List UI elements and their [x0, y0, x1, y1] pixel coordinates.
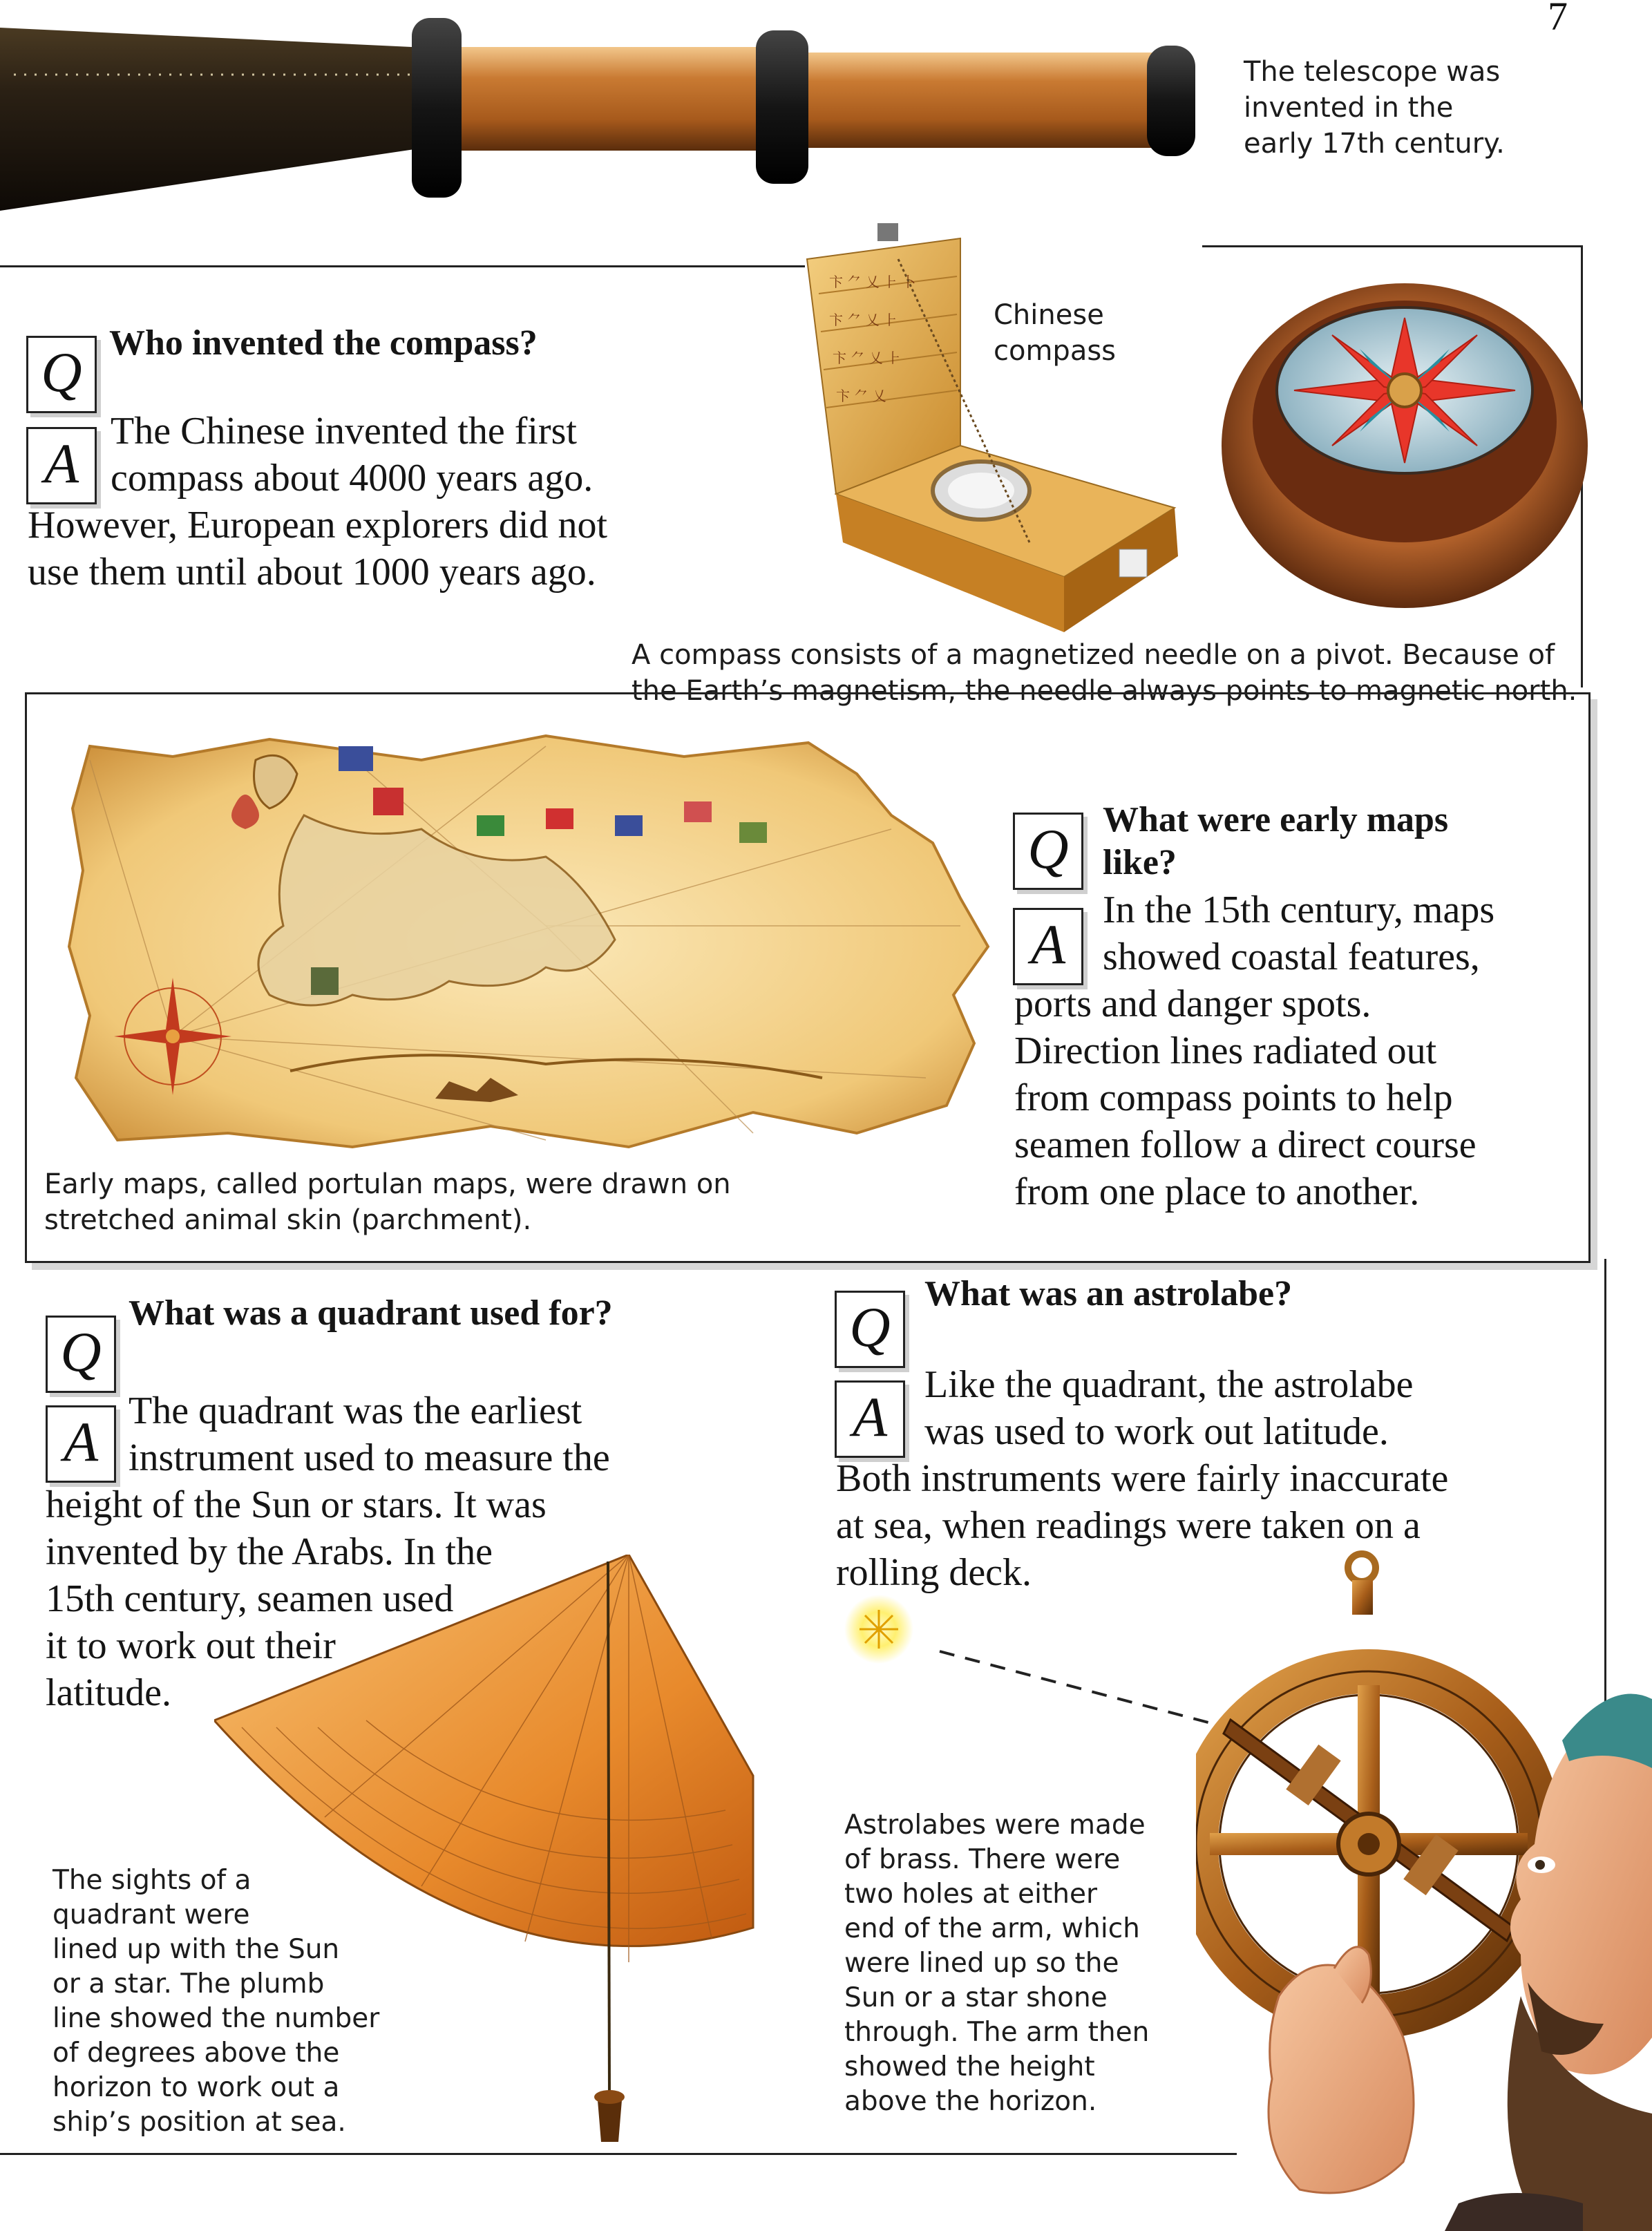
- maps-a-box: A: [1013, 908, 1083, 985]
- star-sightline-illustration: [843, 1589, 1230, 1727]
- astrolabe-caption-line: end of the arm, which: [844, 1913, 1140, 1944]
- quadrant-caption-line: ship’s position at sea.: [53, 2107, 346, 2138]
- maps-answer-line: from compass points to help: [1014, 1076, 1453, 1119]
- maps-answer-line: from one place to another.: [1014, 1170, 1420, 1213]
- astrolabe-answer-line: Like the quadrant, the astrolabe: [924, 1363, 1414, 1406]
- astrolabe-answer-line: Both instruments were fairly inaccurate: [836, 1457, 1449, 1500]
- svg-text:卞 ⺈ 乂 ⺊: 卞 ⺈ 乂 ⺊: [833, 350, 902, 366]
- quadrant-answer-line: 15th century, seamen used: [46, 1577, 454, 1620]
- astrolabe-answer-line: rolling deck.: [836, 1551, 1032, 1594]
- maps-question-line: What were early maps: [1103, 800, 1449, 839]
- maps-answer: [1014, 886, 1494, 1215]
- compass-caption-line: A compass consists of a magnetized needle on a pivot. Because of: [632, 639, 1555, 671]
- astrolabe-caption-line: Sun or a star shone: [844, 1982, 1108, 2013]
- astrolabe-caption-line: two holes at either: [844, 1879, 1098, 1910]
- quadrant-answer-line: instrument used to measure the: [129, 1436, 610, 1479]
- quadrant-caption-line: or a star. The plumb: [53, 1968, 325, 2000]
- svg-text:卞 ⺈ 乂: 卞 ⺈ 乂: [836, 388, 886, 404]
- chinese-compass-illustration: [795, 218, 1181, 632]
- quadrant-answer-line: invented by the Arabs. In the: [46, 1530, 493, 1573]
- astrolabe-caption: [844, 1808, 1149, 2119]
- maps-question-line: like?: [1103, 843, 1177, 882]
- quadrant-answer-line: it to work out their: [46, 1624, 336, 1667]
- astrolabe-caption-line: through. The arm then: [844, 2017, 1150, 2048]
- quadrant-caption-line: quadrant were: [53, 1899, 250, 1930]
- chinese-compass-label-line: Chinese: [994, 299, 1104, 331]
- maps-answer-line: seamen follow a direct course: [1014, 1123, 1477, 1166]
- astrolabe-caption-line: of brass. There were: [844, 1844, 1121, 1875]
- maps-q-box: Q: [1013, 813, 1083, 890]
- maps-caption-line: Early maps, called portulan maps, were drawn on: [44, 1168, 731, 1200]
- maps-answer-line: Direction lines radiated out: [1014, 1029, 1437, 1072]
- quadrant-caption-line: line showed the number: [53, 2003, 380, 2034]
- compass-answer-line: However, European explorers did not: [28, 504, 608, 547]
- astrolabe-a-box: A: [835, 1380, 905, 1458]
- quadrant-question: What was a quadrant used for?: [129, 1293, 613, 1333]
- compass-answer-line: compass about 4000 years ago.: [111, 457, 594, 500]
- quadrant-caption-line: horizon to work out a: [53, 2072, 340, 2103]
- compass-caption-line: the Earth’s magnetism, the needle always points to magnetic north.: [632, 675, 1577, 707]
- maps-caption: [44, 1166, 731, 1238]
- compass-section-top-border-right: [1202, 245, 1582, 247]
- quadrant-answer-line: height of the Sun or stars. It was: [46, 1483, 547, 1526]
- compass-answer: [28, 408, 607, 596]
- maps-caption-line: stretched animal skin (parchment).: [44, 1204, 532, 1236]
- telescope-illustration: [0, 0, 1216, 214]
- quadrant-answer-line: The quadrant was the earliest: [129, 1389, 582, 1432]
- maps-question: [1103, 799, 1448, 884]
- astrolabe-caption-line: above the horizon.: [844, 2086, 1097, 2117]
- chinese-compass-label: [994, 297, 1116, 369]
- page-number: 7: [1548, 0, 1568, 39]
- telescope-caption-line: early 17th century.: [1244, 128, 1505, 160]
- compass-q-box: Q: [26, 336, 97, 413]
- quadrant-q-box: Q: [46, 1316, 116, 1393]
- astrolabe-answer-line: at sea, when readings were taken on a: [836, 1504, 1421, 1547]
- quadrant-a-box: A: [46, 1405, 116, 1483]
- astrolabe-caption-line: showed the height: [844, 2051, 1095, 2082]
- compass-section-top-border: [0, 265, 805, 267]
- astrolabe-navigator-illustration: [1196, 1540, 1652, 2231]
- page-bottom-border: [0, 2153, 1237, 2155]
- maps-answer-line: showed coastal features,: [1103, 936, 1480, 978]
- astrolabe-caption-line: were lined up so the: [844, 1948, 1119, 1979]
- telescope-caption: [1244, 54, 1505, 162]
- telescope-caption-line: invented in the: [1244, 92, 1454, 124]
- astrolabe-question: What was an astrolabe?: [924, 1274, 1293, 1313]
- quadrant-caption-line: lined up with the Sun: [53, 1934, 340, 1965]
- astrolabe-answer-line: was used to work out latitude.: [924, 1410, 1389, 1453]
- svg-text:卞 ⺈ 乂 ⺊ 卜: 卞 ⺈ 乂 ⺊ 卜: [829, 274, 916, 290]
- maps-answer-line: ports and danger spots.: [1014, 982, 1371, 1025]
- telescope-caption-line: The telescope was: [1244, 56, 1501, 88]
- portulan-map-illustration: [62, 719, 1023, 1161]
- quadrant-caption-line: of degrees above the: [53, 2038, 340, 2069]
- quadrant-answer-line: latitude.: [46, 1671, 171, 1714]
- compass-answer-line: The Chinese invented the first: [111, 410, 577, 453]
- maps-answer-line: In the 15th century, maps: [1103, 889, 1495, 931]
- compass-question: Who invented the compass?: [109, 323, 538, 363]
- quadrant-caption-line: The sights of a: [53, 1865, 251, 1896]
- magnetic-compass-illustration: [1222, 259, 1608, 618]
- quadrant-caption: [53, 1863, 379, 2140]
- compass-answer-line: use them until about 1000 years ago.: [28, 551, 596, 594]
- chinese-compass-label-line: compass: [994, 335, 1117, 367]
- astrolabe-caption-line: Astrolabes were made: [844, 1810, 1146, 1841]
- astrolabe-q-box: Q: [835, 1291, 905, 1368]
- svg-text:卞 ⺈ 乂 ⺊: 卞 ⺈ 乂 ⺊: [829, 312, 898, 328]
- compass-a-box: A: [26, 427, 97, 504]
